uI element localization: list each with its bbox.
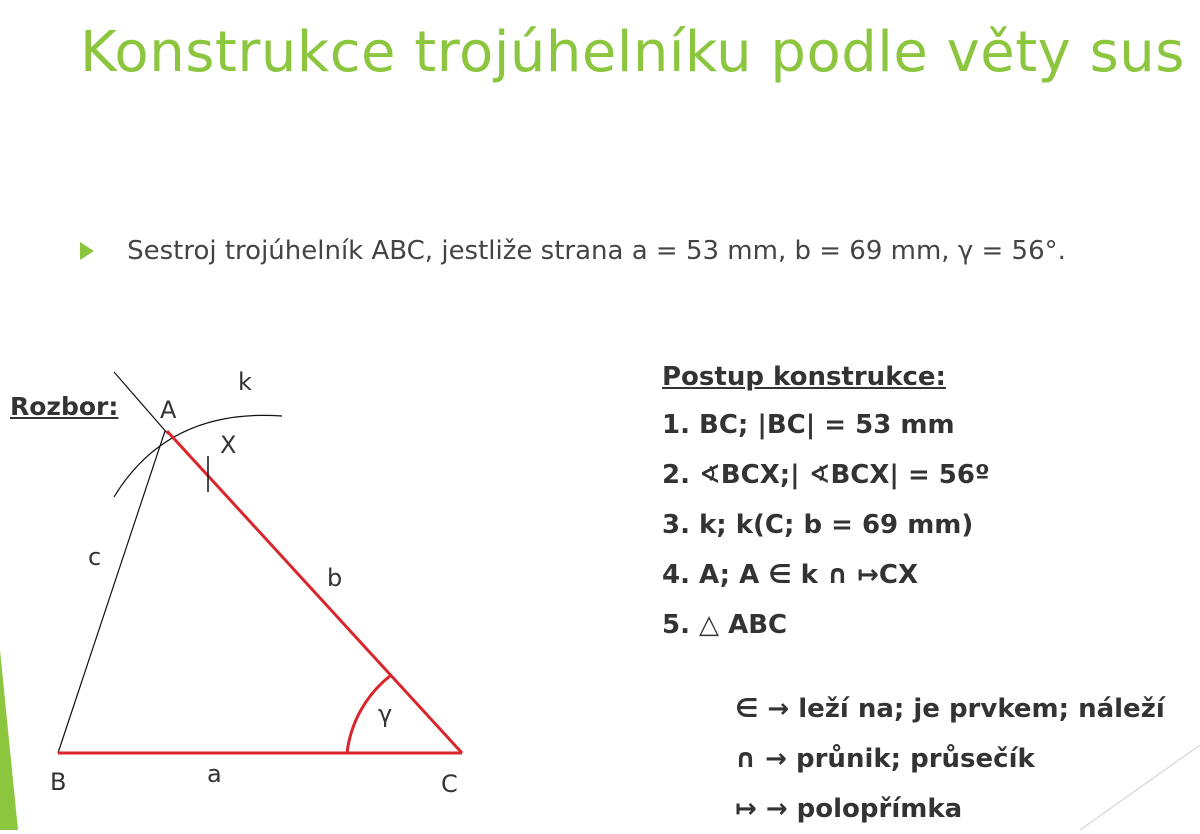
label-point-x: X	[220, 431, 237, 459]
legend-row: ∈ → leží na; je prvkem; náleží	[735, 694, 1165, 724]
legend-row: ∩ → průnik; průsečík	[735, 744, 1035, 774]
triangle-diagram	[0, 350, 560, 830]
analysis-label: Rozbor:	[10, 392, 119, 421]
construction-procedure	[662, 362, 990, 650]
arc-k	[114, 415, 282, 497]
label-point-c: C	[441, 770, 458, 798]
procedure-step: 2. ∢BCX;| ∢BCX| = 56º	[662, 460, 990, 490]
label-point-a: A	[160, 396, 177, 424]
procedure-step: 4. A; A ∈ k ∩ ↦CX	[662, 560, 919, 590]
label-side-a: a	[207, 760, 222, 788]
triangle-bullet-icon	[80, 242, 94, 260]
side-b-line	[167, 431, 462, 753]
procedure-step: 1. BC; |BC| = 53 mm	[662, 410, 955, 440]
symbol-legend	[735, 684, 1165, 834]
procedure-heading: Postup konstrukce:	[662, 362, 946, 392]
label-circle-k: k	[238, 368, 252, 396]
page-title: Konstrukce trojúhelníku podle věty sus	[80, 20, 1185, 85]
task-bullet	[80, 236, 1066, 266]
procedure-step: 5. △ ABC	[662, 610, 788, 640]
procedure-step: 3. k; k(C; b = 69 mm)	[662, 510, 974, 540]
legend-row: ↦ → polopřímka	[735, 794, 963, 824]
task-text: Sestroj trojúhelník ABC, jestliže strana a = 53 mm, b = 69 mm, γ = 56°.	[127, 236, 1066, 266]
label-angle-gamma: γ	[378, 700, 393, 728]
label-side-b: b	[327, 564, 343, 592]
label-side-c: c	[88, 543, 102, 571]
side-c-line	[58, 431, 165, 753]
label-point-b: B	[50, 768, 67, 796]
